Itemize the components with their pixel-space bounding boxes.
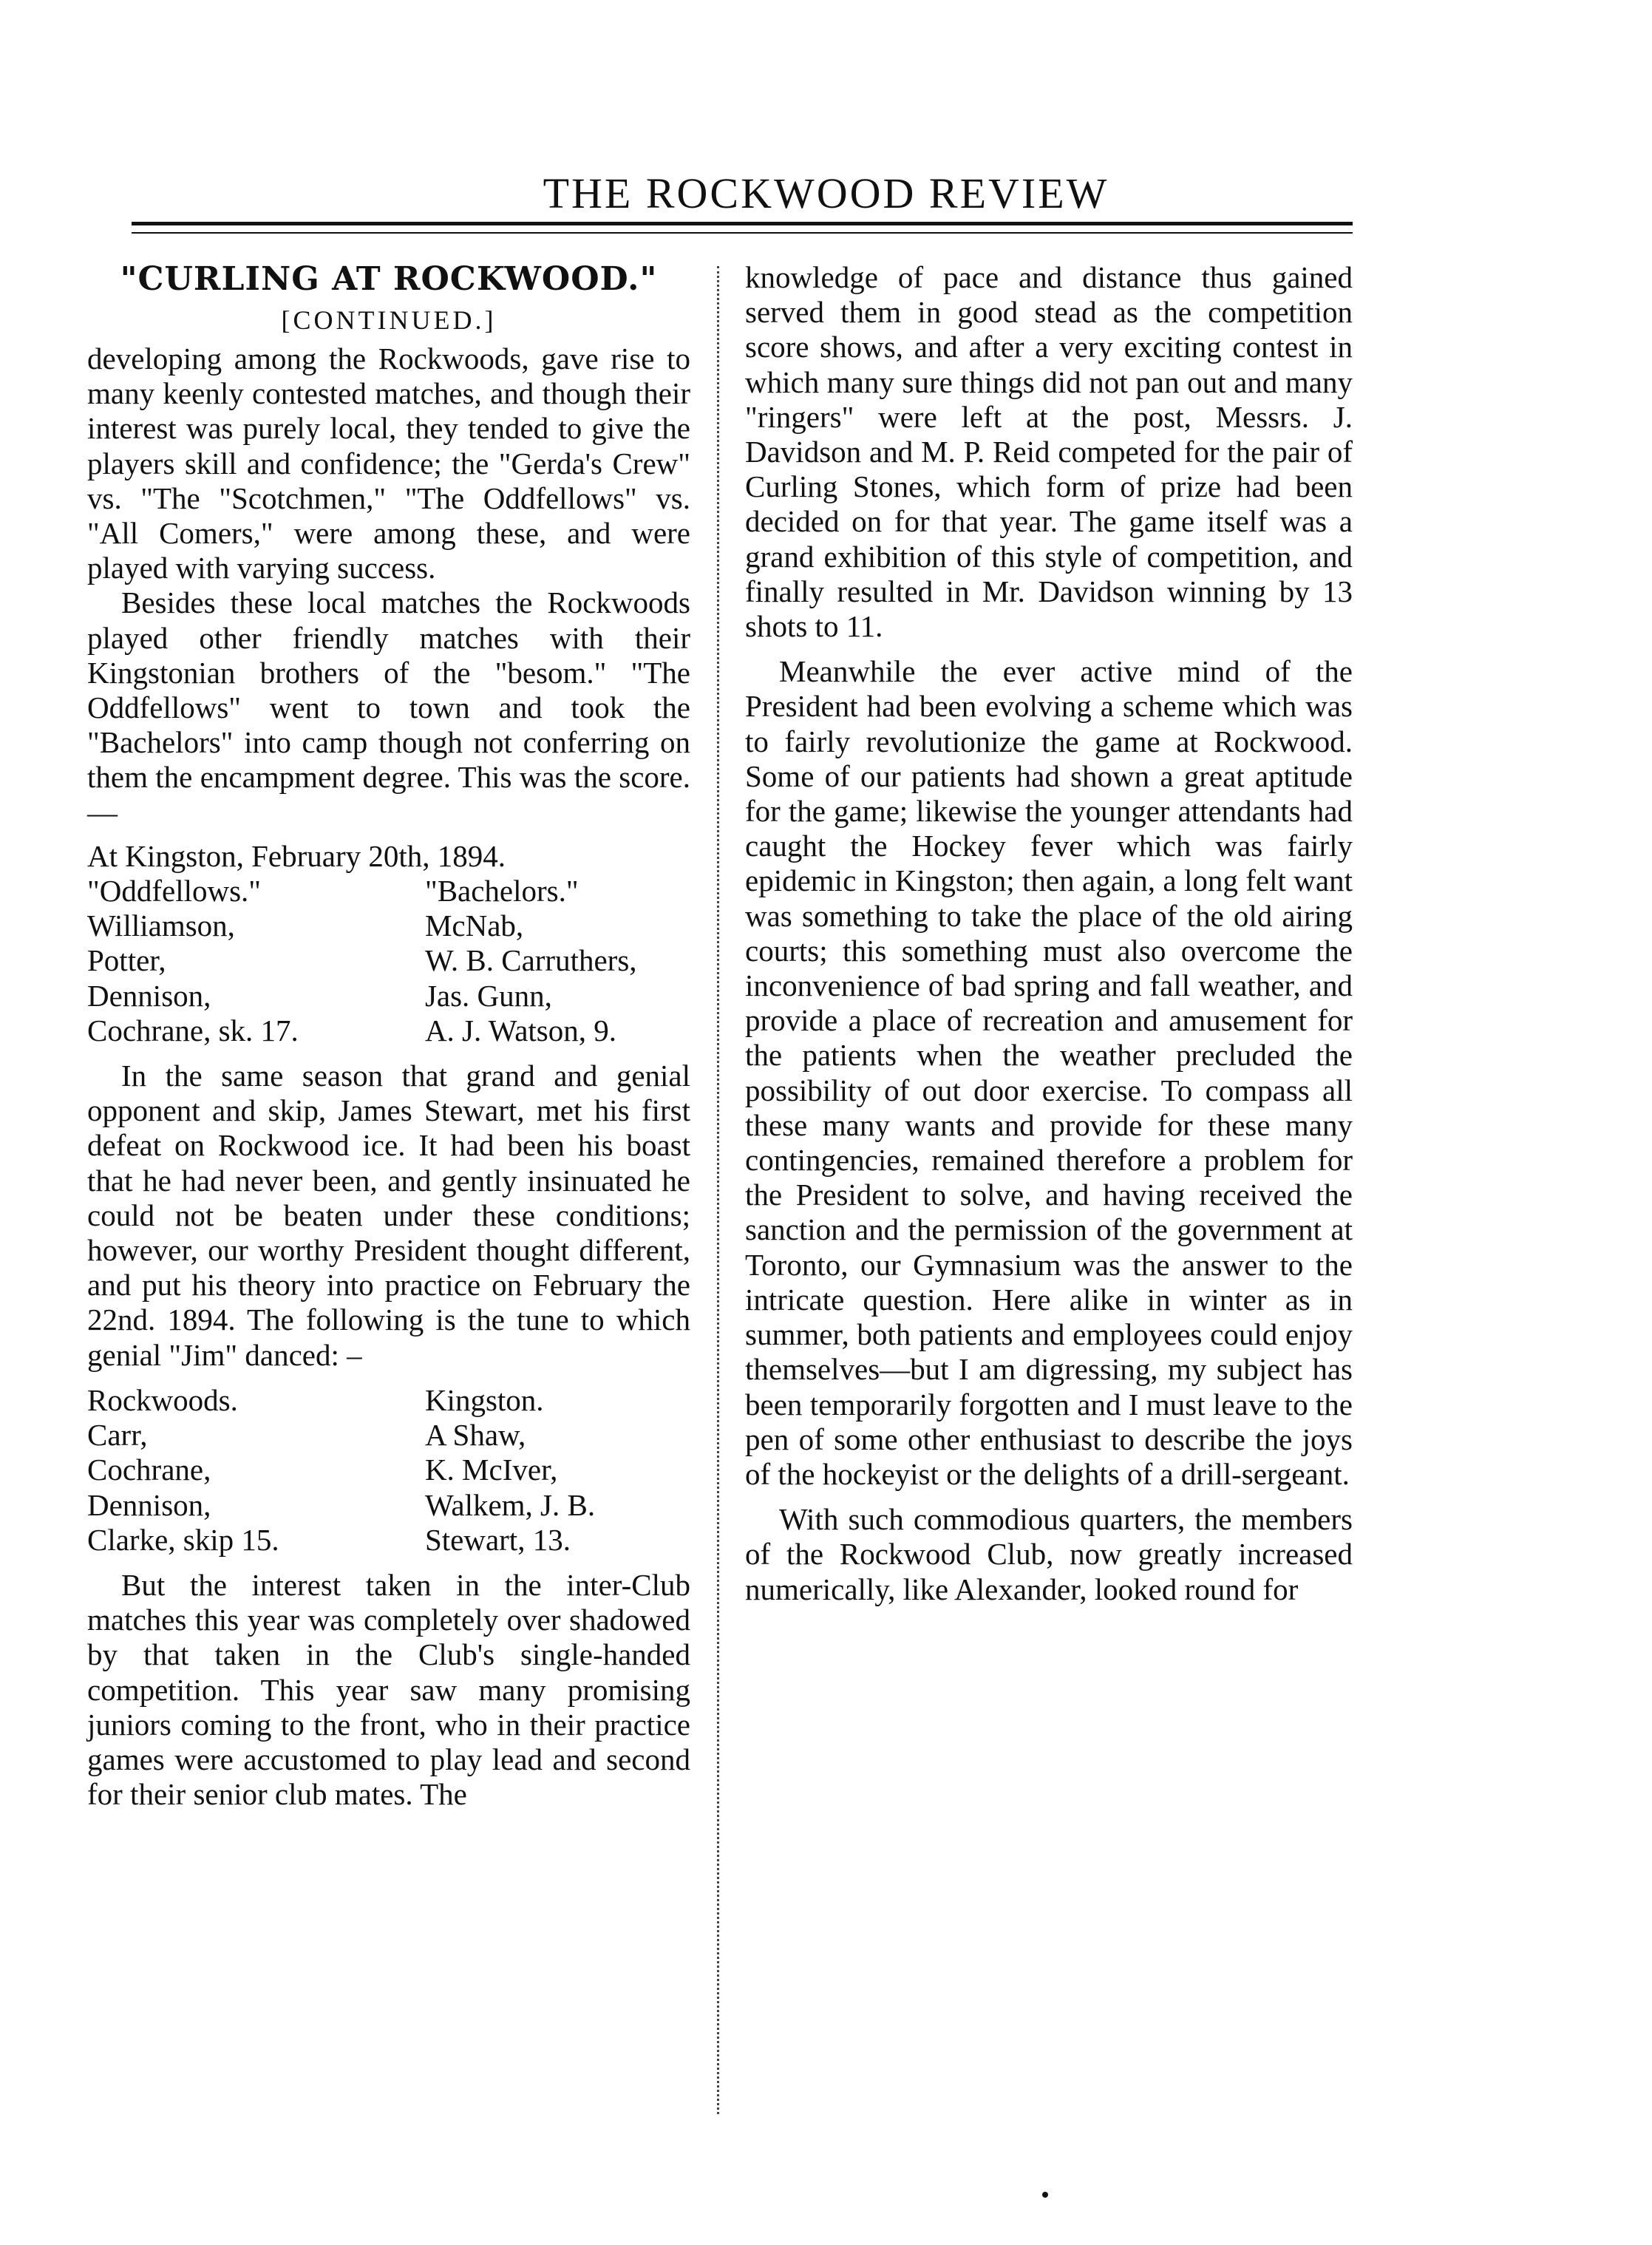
- page-header: THE ROCKWOOD REVIEW: [543, 169, 1109, 217]
- table-row: [87, 1013, 690, 1048]
- table-row: [87, 943, 690, 978]
- score-table: [87, 874, 690, 1048]
- table-cell: Cochrane,: [87, 1453, 211, 1487]
- paragraph: Meanwhile the ever active mind of the President had been evolving a scheme which was to fairly revolutionize the game at Rockwood. Some of our patients had shown a great aptitude for the game; likewise the younger attendants had caught the Hockey fever which was fairly epidemic in Kingston; then again, a long felt want was something to take the place of the old airing courts; this something must also overcome the inconvenience of bad spring and fall weather, and provide a place of recreation and amusement for the patients when the weather precluded the possibility of out door exercise. To compass all these many wants and provide for these many contingencies, remained therefore a problem for the President to solve, and having received the sanction and the permission of the government at Toronto, our Gymnasium was the answer to the intricate question. Here alike in winter as in summer, both patients and employees could enjoy themselves—but I am digressing, my subject has been temporarily forgotten and I must leave to the pen of some other enthusiast to describe the joys of the hockeyist or the delights of a drill-sergeant.: [745, 654, 1353, 1491]
- header-rule-thin: [132, 232, 1353, 234]
- table-cell: "Bachelors.": [424, 874, 579, 908]
- table-cell: Clarke, skip 15.: [87, 1522, 279, 1557]
- right-column: [745, 260, 1353, 1607]
- table-row: [87, 1453, 690, 1487]
- header-rule-thick: [132, 222, 1353, 225]
- paragraph: With such commodious quarters, the members of the Rockwood Club, now greatly increased numerically, like Alexander, looked round for: [745, 1502, 1353, 1606]
- paragraph: But the interest taken in the inter-Club matches this year was completely over shadowed by that taken in the Club's single-handed competition. This year saw many promising juniors coming to the front, who in their practice games were accustomed to play lead and second for their senior club mates. The: [87, 1567, 690, 1812]
- table-cell: A Shaw,: [424, 1418, 526, 1453]
- table-cell: Cochrane, sk. 17.: [87, 1013, 299, 1047]
- table-row: [87, 979, 690, 1013]
- paragraph: In the same season that grand and genial opponent and skip, James Stewart, met his first defeat on Rockwood ice. It had been his boast that he had never been, and gently insinuated he could not be beaten under these conditions; however, our worthy President thought different, and put his theory into practice on February the 22nd. 1894. The following is the tune to which genial "Jim" danced: –: [87, 1059, 690, 1372]
- table-cell: Williamson,: [87, 908, 235, 943]
- ink-speck: [1042, 2192, 1048, 2198]
- table-row: [87, 1523, 690, 1558]
- table-row: [87, 1418, 690, 1453]
- paragraph: developing among the Rockwoods, gave rise to many keenly contested matches, and though their interest was purely local, they tended to give the players skill and confidence; the "Gerda's Crew" vs. "The "Scotchmen," "The Oddfellows" vs. "All Comers," were among these, and were played with varying success.: [87, 342, 690, 585]
- score-table: [87, 1383, 690, 1558]
- table-row: [87, 1488, 690, 1523]
- paragraph: Besides these local matches the Rockwoods played other friendly matches with their Kingstonian brothers of the "besom." "The Oddfellows" went to town and took the "Bachelors" into camp though not conferring on them the encampment degree. This was the score.—: [87, 585, 690, 829]
- table-cell: Rockwoods.: [87, 1382, 238, 1417]
- table-cell: K. McIver,: [424, 1453, 558, 1487]
- table-cell: Dennison,: [87, 1487, 211, 1522]
- paragraph: knowledge of pace and distance thus gained served them in good stead as the competition score shows, and after a very exciting contest in which many sure things did not pan out and many "ringers" were left at the post, Messrs. J. Davidson and M. P. Reid competed for the pair of Curling Stones, which form of prize had been decided on for that year. The game itself was a grand exhibition of this style of competition, and finally resulted in Mr. Davidson winning by 13 shots to 11.: [745, 260, 1353, 644]
- table-row: [87, 908, 690, 943]
- table-cell: Dennison,: [87, 978, 211, 1013]
- table-cell: A. J. Watson, 9.: [424, 1013, 616, 1047]
- table-cell: "Oddfellows.": [87, 874, 262, 908]
- article-title: "CURLING AT ROCKWOOD.": [120, 260, 658, 298]
- table-cell: Carr,: [87, 1418, 148, 1453]
- column-separator: [717, 266, 719, 2114]
- table-cell: Jas. Gunn,: [424, 978, 552, 1013]
- left-column: [87, 260, 690, 1812]
- table-row: [87, 874, 690, 908]
- table-cell: McNab,: [424, 908, 524, 943]
- table-row: [87, 1383, 690, 1418]
- table-cell: Stewart, 13.: [424, 1522, 571, 1557]
- table-cell: Walkem, J. B.: [424, 1487, 596, 1522]
- table-cell: Kingston.: [424, 1382, 544, 1417]
- score-date: At Kingston, February 20th, 1894.: [87, 838, 506, 873]
- table-cell: W. B. Carruthers,: [424, 943, 637, 978]
- continued-label: [CONTINUED.]: [281, 305, 497, 335]
- table-cell: Potter,: [87, 943, 166, 978]
